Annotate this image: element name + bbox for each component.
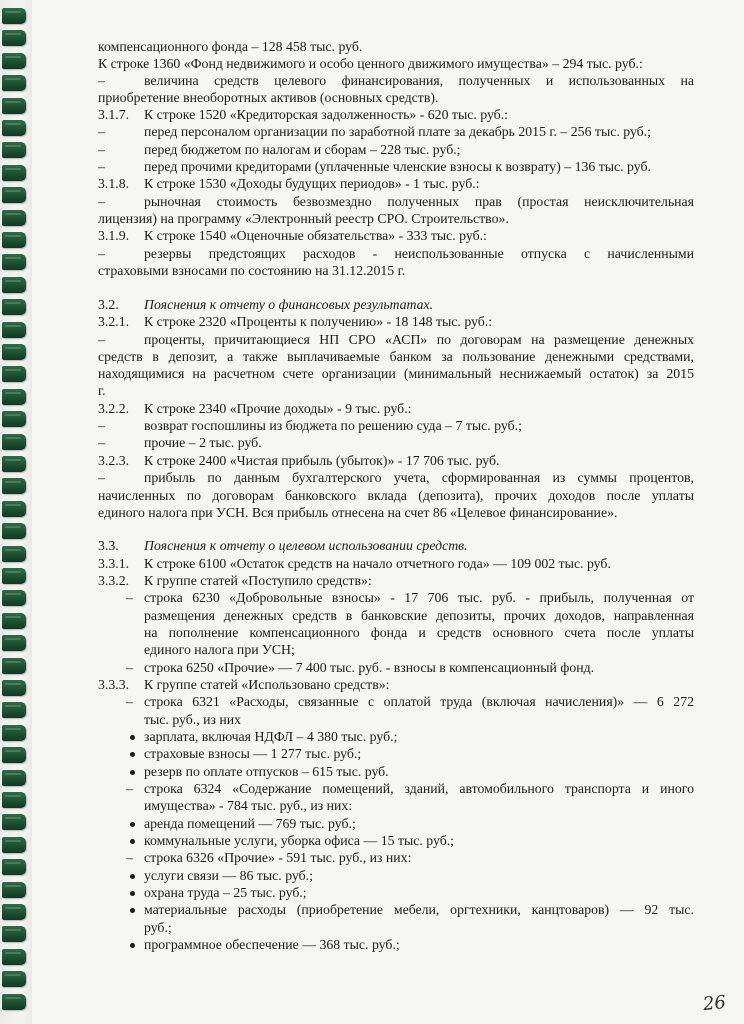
list-item: аренда помещений — 769 тыс. руб.; (144, 816, 356, 831)
list-item: программное обеспечение — 368 тыс. руб.; (144, 937, 400, 952)
section-heading: К строке 2320 «Проценты к получению» - 18 148 тыс. руб.: (144, 314, 493, 329)
section-heading: К строке 1520 «Кредиторская задолженность» - 620 тыс. руб.: (144, 107, 508, 122)
dash-marker: – (126, 694, 133, 709)
dash-marker: – (126, 590, 133, 605)
dash-marker: – (126, 781, 133, 796)
section-number: 3.1.8. (98, 176, 130, 191)
text-line: г. (98, 383, 106, 398)
section-heading: К строке 1540 «Оценочные обязательства» - 333 тыс. руб.: (144, 228, 487, 243)
text-line: средств в депозит, а также выплачиваемые банком за пользование денежными средствами, (98, 349, 694, 364)
text-line: страховыми взносами по состоянию на 31.12.2015 г. (98, 263, 406, 278)
bullet-icon (130, 822, 135, 827)
dash-marker: – (98, 246, 105, 261)
text-line: прибыль по данным бухгалтерского учета, сформированная из суммы процентов, (144, 470, 694, 485)
bullet-icon (130, 891, 135, 896)
section-number: 3.1.7. (98, 107, 130, 122)
text-line: приобретение внеоборотных активов (основных средств). (98, 90, 439, 105)
text-line: рыночная стоимость безвозмездно полученных прав (простая неисключительная (144, 194, 694, 209)
text-line: возврат госпошлины из бюджета по решению суда – 7 тыс. руб.; (144, 418, 522, 433)
dash-marker: – (98, 435, 105, 450)
dash-marker: – (98, 73, 105, 88)
section-heading: К строке 1530 «Доходы будущих периодов» - 1 тыс. руб.: (144, 176, 480, 191)
list-item: услуги связи — 86 тыс. руб.; (144, 868, 313, 883)
section-number: 3.3.1. (98, 556, 130, 571)
page-number: 26 (702, 991, 728, 1016)
dash-marker: – (98, 142, 105, 157)
text-line: перед персоналом организации по заработной плате за декабрь 2015 г. – 256 тыс. руб.; (144, 124, 651, 139)
section-heading: К строке 2400 «Чистая прибыль (убыток)» - 17 706 тыс. руб. (144, 453, 500, 468)
text-line: единого налога при УСН; (144, 642, 295, 657)
list-item: материальные расходы (приобретение мебели, оргтехники, канцтоваров) — 92 тыс. (144, 902, 694, 917)
text-line: компенсационного фонда – 128 458 тыс. руб. (98, 39, 363, 54)
section-title: Пояснения к отчету о целевом использовании средств. (144, 538, 468, 553)
section-number: 3.3.2. (98, 573, 130, 588)
text-line: К строке 1360 «Фонд недвижимого и особо ценного движимого имущества» – 294 тыс. руб.: (98, 56, 643, 71)
bullet-icon (130, 874, 135, 879)
text-line: строка 6230 «Добровольные взносы» - 17 706 тыс. руб. - прибыль, полученная от (144, 590, 694, 605)
text-line: строка 6326 «Прочие» - 591 тыс. руб., из них: (144, 850, 412, 865)
section-number: 3.2.1. (98, 314, 130, 329)
dash-marker: – (98, 418, 105, 433)
section-heading: К группе статей «Поступило средств»: (144, 573, 372, 588)
list-item: страховые взносы — 1 277 тыс. руб.; (144, 746, 362, 761)
bullet-icon (130, 839, 135, 844)
text-line: руб.; (144, 920, 172, 935)
section-number: 3.2. (98, 297, 119, 312)
text-line: начисленных по договорам банковского вклада (депозита), прочих доходов после уплаты (98, 488, 694, 503)
text-line: строка 6321 «Расходы, связанные с оплатой труда (включая начисления)» — 6 272 (144, 694, 694, 709)
section-number: 3.2.2. (98, 401, 130, 416)
dash-marker: – (98, 124, 105, 139)
section-title: Пояснения к отчету о финансовых результатах. (144, 297, 434, 312)
text-line: лицензия) на программу «Электронный реестр СРО. Строительство». (98, 211, 509, 226)
dash-marker: – (126, 850, 133, 865)
list-item: резерв по оплате отпусков – 615 тыс. руб. (144, 764, 389, 779)
dash-marker: – (98, 194, 105, 209)
text-line: проценты, причитающиеся НП СРО «АСП» по договорам на размещение денежных (144, 332, 694, 347)
text-line: единого налога при УСН. Вся прибыль отнесена на счет 86 «Целевое финансирование». (98, 505, 618, 520)
list-item: охрана труда – 25 тыс. руб.; (144, 885, 307, 900)
text-line: тыс. руб., из них (144, 712, 242, 727)
dash-marker: – (98, 159, 105, 174)
dash-marker: – (98, 332, 105, 347)
section-heading: К строке 2340 «Прочие доходы» - 9 тыс. руб.: (144, 401, 412, 416)
section-number: 3.3.3. (98, 677, 130, 692)
section-number: 3.2.3. (98, 453, 130, 468)
bullet-icon (130, 770, 135, 775)
text-line: прочие – 2 тыс. руб. (144, 435, 262, 450)
text-line: перед бюджетом по налогам и сборам – 228 тыс. руб.; (144, 142, 461, 157)
text-line: строка 6324 «Содержание помещений, зданий, автомобильного транспорта и иного (144, 781, 694, 796)
list-item: коммунальные услуги, уборка офиса — 15 тыс. руб.; (144, 833, 455, 848)
text-line: имущества» - 784 тыс. руб., из них: (144, 798, 353, 813)
bullet-icon (130, 735, 135, 740)
section-heading: К группе статей «Использовано средств»: (144, 677, 390, 692)
section-number: 3.1.9. (98, 228, 130, 243)
text-line: размещения денежных средств в банковские депозиты, прочих доходов, направленная (144, 608, 694, 623)
text-line: строка 6250 «Прочие» — 7 400 тыс. руб. - взносы в компенсационный фонд. (144, 660, 595, 675)
bullet-icon (130, 943, 135, 948)
text-line: резервы предстоящих расходов - неиспользованные отпуска с начисленными (144, 246, 694, 261)
text-line: находящимися на расчетном счете организации (минимальный неснижаемый остаток) за 2015 (98, 366, 694, 381)
bullet-icon (130, 908, 135, 913)
section-number: 3.3. (98, 538, 119, 553)
text-line: на пополнение компенсационного фонда и средств основного счета после уплаты (144, 625, 694, 640)
dash-marker: – (126, 660, 133, 675)
text-line: величина средств целевого финансирования, полученных и использованных на (144, 73, 694, 88)
dash-marker: – (98, 470, 105, 485)
list-item: зарплата, включая НДФЛ – 4 380 тыс. руб.; (144, 729, 398, 744)
text-line: перед прочими кредиторами (уплаченные членские взносы к возврату) – 136 тыс. руб. (144, 159, 651, 174)
bullet-icon (130, 752, 135, 757)
section-heading: К строке 6100 «Остаток средств на начало отчетного года» — 109 002 тыс. руб. (144, 556, 611, 571)
